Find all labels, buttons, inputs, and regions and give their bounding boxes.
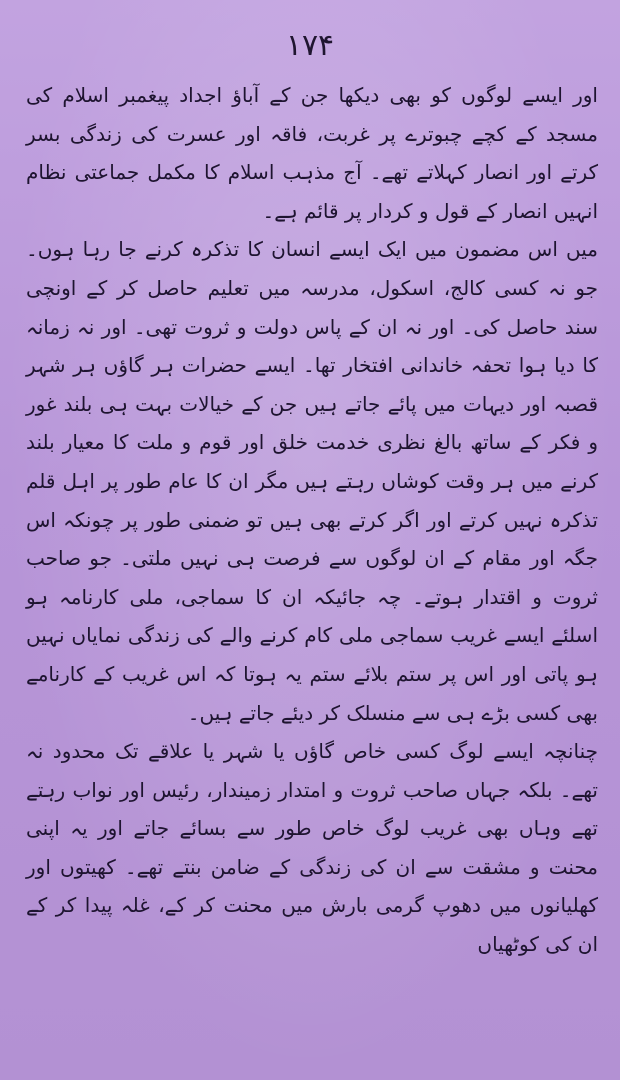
page-number: ۱۷۴: [285, 28, 335, 63]
body-text: [26, 76, 598, 964]
paragraph-1: اور ایسے لوگوں کو بھی دیکھا جن کے آباؤ اجداد پیغمبر اسلام کی مسجد کے کچے چبوترے پر غربت، فاقہ اور عسرت کی زندگی بسر کرتے اور انصار کہلاتے تھے۔ آج مذہب اسلام کا مکمل جماعتی نظام انہیں انصار کے قول و کردار پر قائم ہے۔: [26, 83, 598, 223]
paragraph-3: چنانچہ ایسے لوگ کسی خاص گاؤں یا شہر یا علاقے تک محدود نہ تھے۔ بلکہ جہاں صاحب ثروت و امتدار زمیندار، رئیس اور نواب رہتے تھے وہاں بھی غریب لوگ خاص طور سے بسائے جاتے اور یہ اپنی محنت و مشقت سے ان کی زندگی کے ضامن بنتے تھے۔ کھیتوں اور کھلیانوں میں دھوپ گرمی بارش میں محنت کر کے، غلہ پیدا کر کے ان کی کوٹھیاں: [26, 739, 598, 957]
paragraph-2: میں اس مضمون میں ایک ایسے انسان کا تذکرہ کرنے جا رہا ہوں۔ جو نہ کسی کالج، اسکول، مدرسہ میں تعلیم حاصل کر کے اونچی سند حاصل کی۔ اور نہ ان کے پاس دولت و ثروت تھی۔ اور نہ زمانہ کا دیا ہوا تحفہ خاندانی افتخار تھا۔ ایسے حضرات ہر گاؤں ہر شہر قصبہ اور دیہات میں پائے جاتے ہیں جن کے خیالات بہت ہی بلند غور و فکر کے ساتھ بالغ نظری خدمت خلق اور قوم و ملت کا معیار بلند کرنے میں ہر وقت کوشاں رہتے ہیں مگر ان کا عام طور پر اہل قلم تذکرہ نہیں کرتے اور اگر کرتے بھی ہیں تو ضمنی طور پر چونکہ اس جگہ اور مقام کے ان لوگوں سے فرصت ہی نہیں ملتی۔ جو صاحب ثروت و اقتدار ہوتے۔ چہ جائیکہ ان کا سماجی، ملی کارنامہ ہو اسلئے ایسے غریب سماجی ملی کام کرنے والے کی زندگی نمایاں نہیں ہو پاتی اور اس پر ستم بلائے ستم یہ ہوتا کہ اس غریب کے کارنامے بھی کسی بڑے ہی سے منسلک کر دیئے جاتے ہیں۔: [26, 237, 598, 725]
